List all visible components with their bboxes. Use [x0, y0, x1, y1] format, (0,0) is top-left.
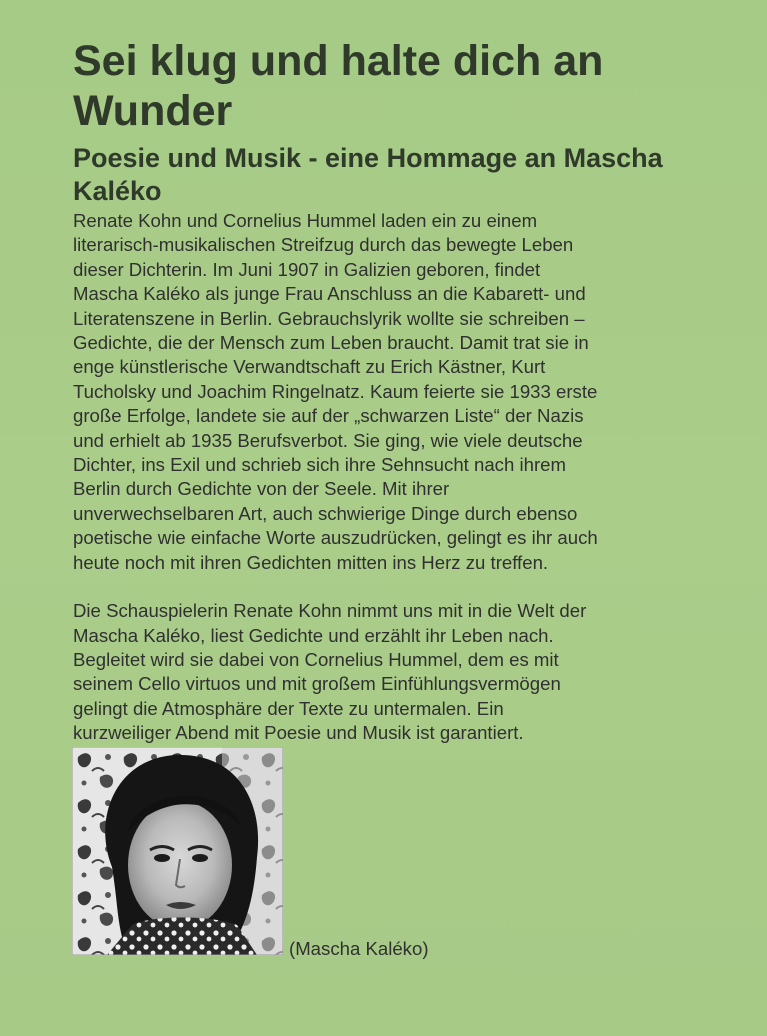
page-title: Sei klug und halte dich an Wunder — [73, 37, 604, 135]
page-subtitle: Poesie und Musik - eine Hommage an Mascha Kaléko — [73, 143, 663, 206]
portrait-photo — [72, 747, 283, 955]
portrait-image — [72, 747, 283, 955]
event-paragraph: Die Schauspielerin Renate Kohn nimmt uns mit in die Welt der Mascha Kaléko, liest Gedichte und erzählt ihr Leben nach. Begleitet wird sie dabei von Cornelius Hummel, dem es mit seinem Cello virtuos und mit großem Einfühlungsvermögen gelingt die Atmosphäre der Texte zu untermalen. Ein kurzweiliger Abend mit Poesie und Musik ist garantiert. — [73, 600, 587, 744]
photo-caption: (Mascha Kaléko) — [289, 938, 429, 959]
intro-paragraph: Renate Kohn und Cornelius Hummel laden ein zu einem literarisch-musikalischen Streifzug durch das bewegte Leben dieser Dichterin. Im Juni 1907 in Galizien geboren, findet Mascha Kaléko als junge Frau Anschluss an die Kabarett- und Literatenszene in Berlin. Gebrauchslyrik wollte sie schreiben – Gedichte, die der Mensch zum Leben braucht. Damit trat sie in enge künstlerische Verwandtschaft zu Erich Kästner, Kurt Tucholsky und Joachim Ringelnatz. Kaum feierte sie 1933 erste große Erfolge, landete sie auf der „schwarzen Liste“ der Nazis und erhielt ab 1935 Berufsverbot. Sie ging, wie viele deutsche Dichter, ins Exil und schrieb sich ihre Sehnsucht nach ihrem Berlin durch Gedichte von der Seele. Mit ihrer unverwechselbaren Art, auch schwierige Dinge durch ebenso poetische wie einfache Worte auszudrücken, gelingt es ihr auch heute noch mit ihren Gedichten mitten ins Herz zu treffen. — [73, 210, 598, 573]
flyer-content — [73, 36, 733, 746]
